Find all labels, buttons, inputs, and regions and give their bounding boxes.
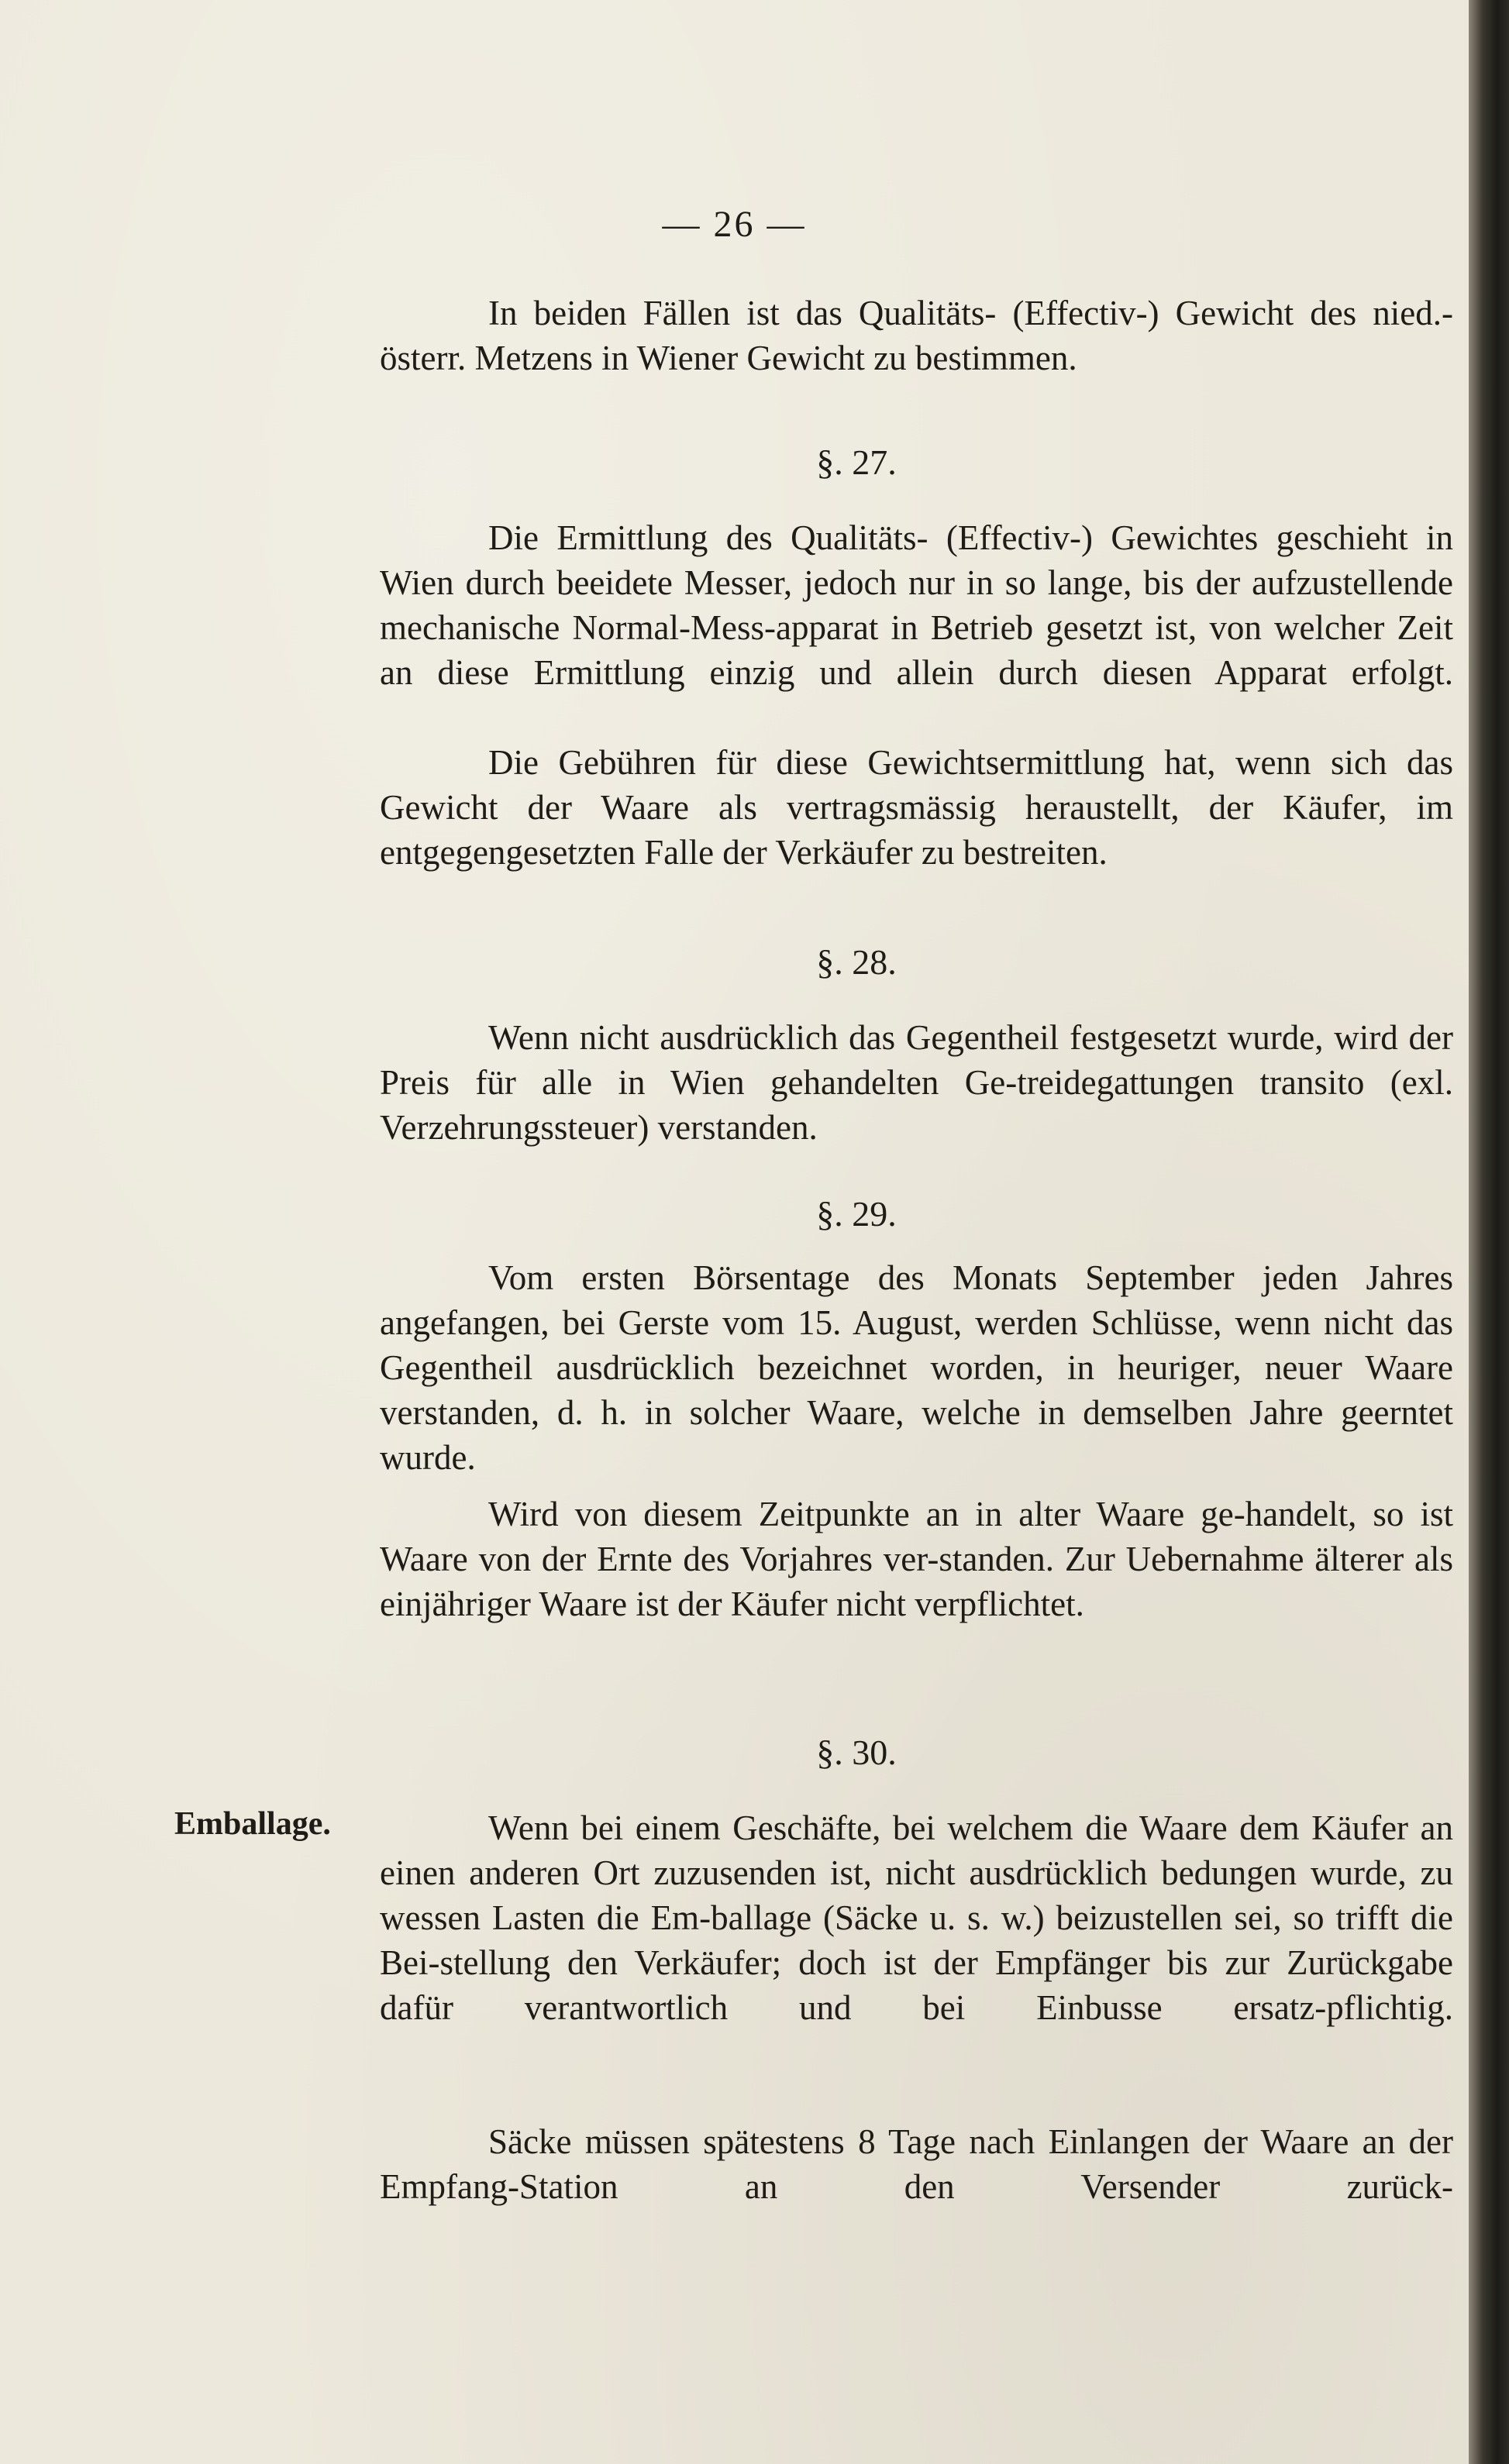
intro-paragraph: In beiden Fällen ist das Qualitäts- (Effectiv-) Gewicht des nied.-österr. Metzens in Wiener Gewicht zu bestimmen.	[380, 294, 1453, 377]
book-binding-edge	[1469, 0, 1509, 2464]
section-29-paragraph-2: Wird von diesem Zeitpunkte an in alter Waare ge-handelt, so ist Waare von der Ernte des Vorjahres ver-standen. Zur Uebernahme älterer als einjähriger Waare ist der Käufer nicht verpflichtet.	[380, 1495, 1453, 1623]
section-28-heading: §. 28.	[816, 942, 897, 982]
section-27-paragraph-2: Die Gebühren für diese Gewichtsermittlung hat, wenn sich das Gewicht der Waare als vertragsmässig heraustellt, der Käufer, im entgegengesetzten Falle der Verkäufer zu bestreiten.	[380, 743, 1453, 872]
margin-note-emballage: Emballage.	[174, 1806, 331, 1842]
section-28-paragraph-1: Wenn nicht ausdrücklich das Gegentheil festgesetzt wurde, wird der Preis für alle in Wien gehandelten Ge-treidegattungen transito (exl. Verzehrungssteuer) verstanden.	[380, 1018, 1453, 1147]
section-27-paragraph-1: Die Ermittlung des Qualitäts- (Effectiv-) Gewichtes geschieht in Wien durch beeidete Messer, jedoch nur in so lange, bis der aufzustellende mechanische Normal-Mess-apparat in Betrieb gesetzt ist, von welcher Zeit an diese Ermittlung einzig und allein durch diesen Apparat erfolgt.	[380, 518, 1453, 692]
section-27-heading: §. 27.	[816, 442, 897, 482]
page-number: — 26 —	[662, 204, 807, 245]
section-30-paragraph-1: Wenn bei einem Geschäfte, bei welchem die Waare dem Käufer an einen anderen Ort zuzusenden ist, nicht ausdrücklich bedungen wurde, zu wessen Lasten die Em-ballage (Säcke u. s. w.) beizustellen sei, so trifft die Bei-stellung den Verkäufer; doch ist der Empfänger bis zur Zurückgabe dafür verantwortlich und bei Einbusse ersatz-pflichtig.	[380, 1808, 1453, 2027]
section-30-paragraph-2: Säcke müssen spätestens 8 Tage nach Einlangen der Waare an der Empfang-Station an den Versender zurück-	[380, 2122, 1453, 2206]
section-30-heading: §. 30.	[816, 1733, 897, 1772]
section-29-paragraph-1: Vom ersten Börsentage des Monats September jeden Jahres angefangen, bei Gerste vom 15. August, werden Schlüsse, wenn nicht das Gegentheil ausdrücklich bezeichnet worden, in heuriger, neuer Waare verstanden, d. h. in solcher Waare, welche in demselben Jahre geerntet wurde.	[380, 1258, 1453, 1477]
section-29-heading: §. 29.	[816, 1194, 897, 1234]
